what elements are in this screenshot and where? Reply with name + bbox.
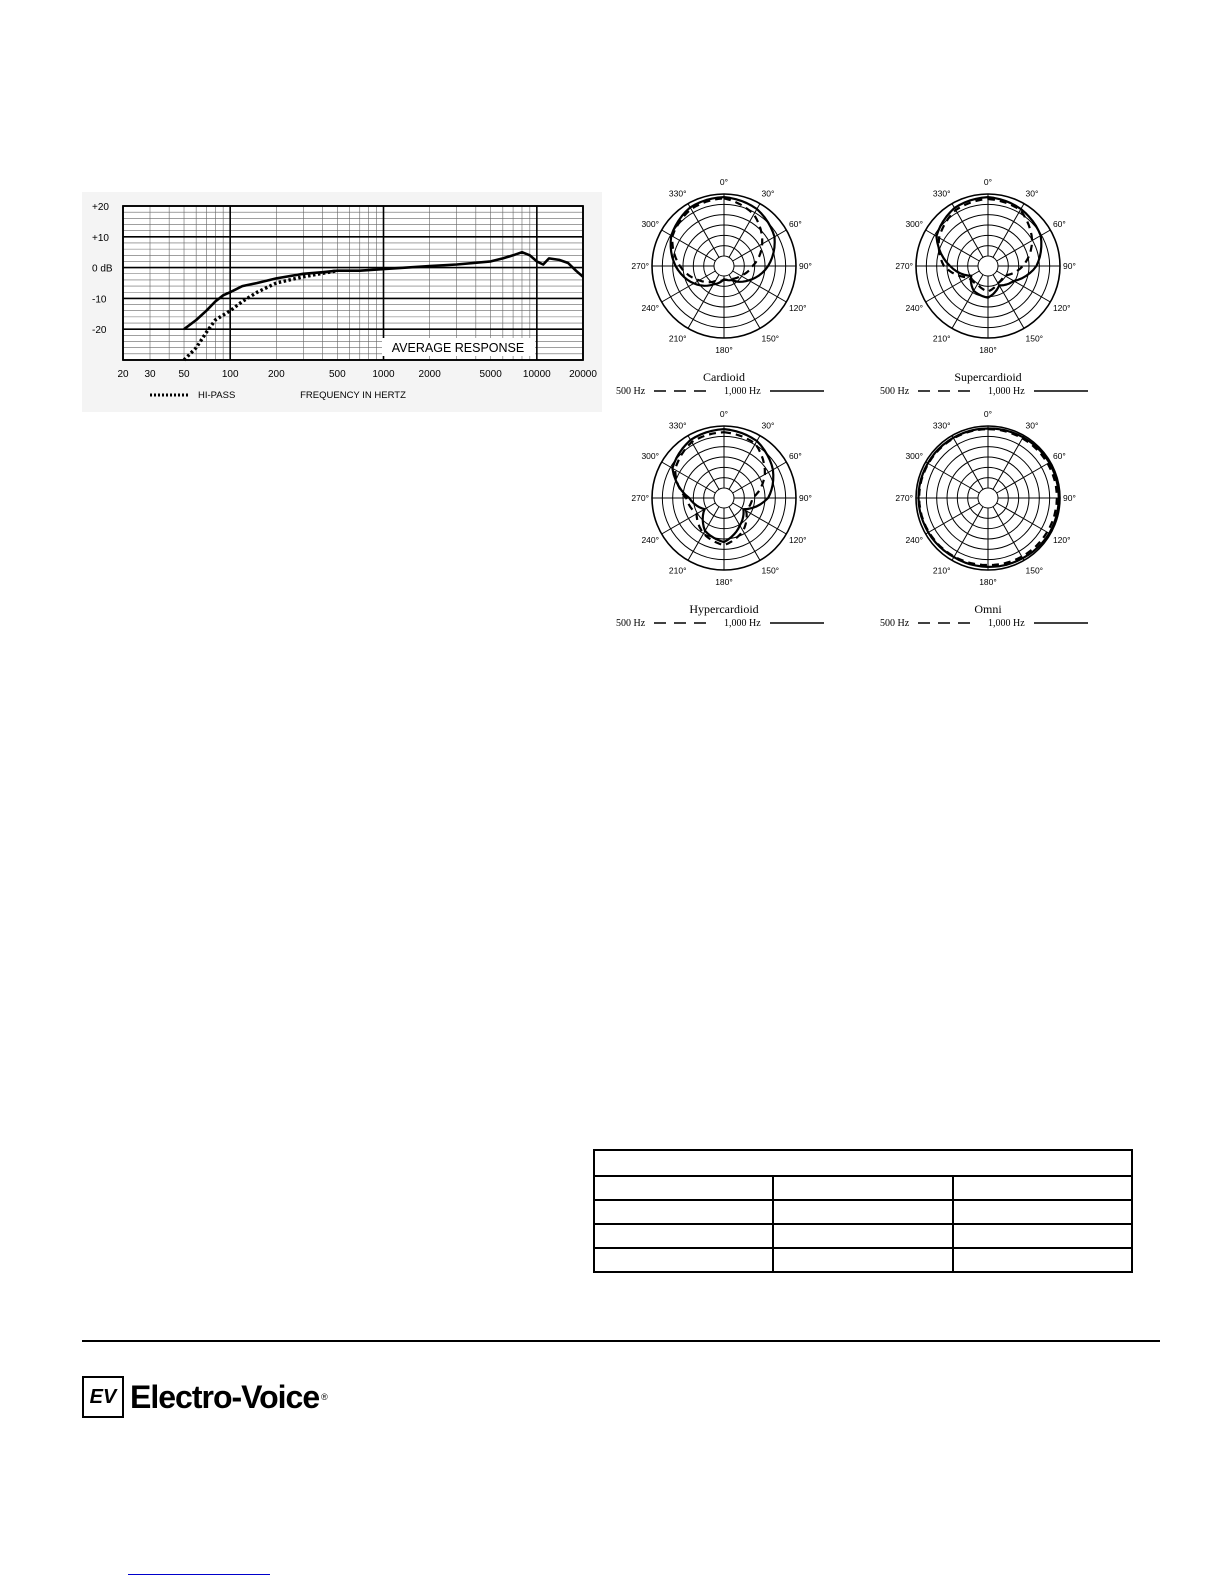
link-underline[interactable] (128, 1574, 270, 1575)
table-cell (773, 1176, 952, 1200)
polar-spoke (997, 462, 1051, 493)
legend-500hz-label: 500 Hz (616, 618, 646, 629)
polar-angle-label: 30° (761, 420, 775, 431)
polar-angle-label: 90° (799, 261, 812, 271)
polar-angle-label: 330° (932, 420, 951, 431)
table-cell (773, 1224, 952, 1248)
table-cell (773, 1248, 952, 1272)
polar-angle-label: 300° (641, 451, 660, 461)
x-tick-label: 1000 (372, 369, 395, 380)
table-header-row (594, 1150, 1132, 1176)
y-tick-label: 0 dB (92, 263, 113, 275)
x-tick-label: 5000 (479, 369, 502, 380)
x-tick-label: 2000 (418, 369, 441, 380)
table-cell (953, 1176, 1132, 1200)
legend-1000hz-label: 1,000 Hz (724, 618, 761, 629)
polar-spoke (926, 230, 980, 261)
ev-wordmark: Electro-Voice (130, 1378, 320, 1415)
polar-spoke (688, 204, 719, 258)
polar-angle-label: 120° (788, 303, 807, 313)
polar-angle-label: 0° (983, 410, 993, 419)
legend-500hz-label: 500 Hz (616, 386, 646, 397)
polar-angle-label: 210° (668, 565, 687, 576)
y-tick-label: +20 (92, 202, 109, 213)
table-cell (953, 1200, 1132, 1224)
polar-ring (714, 488, 734, 508)
polar-angle-label: 60° (788, 451, 802, 461)
polar-angle-label: 90° (1063, 493, 1076, 503)
polar-angle-label: 270° (631, 493, 649, 503)
legend-1000hz-label: 1,000 Hz (724, 386, 761, 397)
polar-spoke (729, 275, 760, 329)
polar-spoke (952, 507, 983, 561)
table-cell (594, 1200, 773, 1224)
table-header-cell (594, 1150, 1132, 1176)
polar-spoke (952, 275, 983, 329)
x-tick-label: 20000 (569, 369, 597, 380)
polar-angle-label: 300° (905, 219, 924, 229)
polar-angle-label: 180° (979, 577, 997, 587)
spec-table (593, 1149, 1133, 1273)
polar-hypercardioid (616, 410, 832, 630)
polar-angle-label: 210° (668, 333, 687, 344)
polar-angle-label: 120° (1052, 303, 1071, 313)
polar-angle-label: 0° (983, 178, 993, 187)
polar-curve-1000hz (672, 429, 773, 542)
table-row (594, 1176, 1132, 1200)
polar-angle-label: 150° (761, 565, 780, 576)
polar-title: Cardioid (703, 370, 745, 384)
polar-spoke (733, 462, 787, 493)
polar-angle-label: 60° (788, 219, 802, 229)
table-cell (594, 1248, 773, 1272)
y-tick-label: -10 (92, 294, 107, 306)
polar-angle-label: 0° (719, 410, 729, 419)
table-cell (773, 1200, 952, 1224)
polar-spoke (952, 436, 983, 490)
polar-angle-label: 300° (905, 451, 924, 461)
ev-monogram: EV (82, 1376, 124, 1418)
polar-angle-label: 300° (641, 219, 660, 229)
polar-angle-label: 210° (932, 333, 951, 344)
polar-angle-label: 330° (668, 420, 687, 431)
polar-spoke (662, 462, 716, 493)
polar-angle-label: 30° (1025, 188, 1039, 199)
y-tick-label: +10 (92, 232, 109, 244)
polar-angle-label: 330° (668, 188, 687, 199)
polar-title: Hypercardioid (689, 602, 759, 616)
polar-omni (880, 410, 1096, 635)
x-axis-label: FREQUENCY IN HERTZ (300, 390, 406, 401)
polar-angle-label: 210° (932, 565, 951, 576)
polar-angle-label: 0° (719, 178, 729, 187)
polar-angle-label: 90° (1063, 261, 1076, 271)
x-tick-label: 100 (221, 369, 239, 380)
polar-spoke (926, 503, 980, 534)
polar-supercardioid (880, 178, 1096, 398)
x-tick-label: 50 (178, 369, 190, 380)
polar-angle-label: 90° (799, 493, 812, 503)
polar-angle-label: 240° (641, 303, 660, 313)
polar-angle-label: 60° (1052, 219, 1066, 229)
polar-spoke (926, 462, 980, 493)
polar-angle-label: 330° (932, 188, 951, 199)
polar-angle-label: 60° (1052, 451, 1066, 461)
polar-angle-label: 270° (895, 493, 913, 503)
polar-spoke (952, 204, 983, 258)
polar-ring (978, 256, 998, 276)
polar-spoke (688, 436, 719, 490)
table-cell (953, 1248, 1132, 1272)
polar-angle-label: 150° (1025, 565, 1044, 576)
legend-1000hz-label: 1,000 Hz (988, 618, 1025, 629)
polar-cardioid (616, 178, 832, 398)
plot-area (123, 206, 583, 360)
polar-angle-label: 270° (631, 261, 649, 271)
table-cell (594, 1176, 773, 1200)
y-tick-label: -20 (92, 325, 107, 337)
polar-spoke (997, 271, 1051, 302)
table-row (594, 1224, 1132, 1248)
polar-angle-label: 150° (1025, 333, 1044, 344)
legend-500hz-label: 500 Hz (880, 386, 910, 397)
legend-500hz-label: 500 Hz (880, 618, 910, 629)
polar-spoke (662, 503, 716, 534)
hipass-legend-label: HI-PASS (198, 390, 236, 401)
x-tick-label: 20 (117, 369, 129, 380)
polar-ring (978, 488, 998, 508)
polar-angle-label: 120° (1052, 535, 1071, 545)
polar-spoke (993, 204, 1024, 258)
table-row (594, 1248, 1132, 1272)
chart-box-label: AVERAGE RESPONSE (391, 341, 525, 355)
polar-spoke (729, 436, 760, 490)
polar-title: Supercardioid (954, 370, 1022, 384)
x-tick-label: 10000 (522, 369, 551, 380)
polar-spoke (997, 503, 1051, 534)
polar-angle-label: 180° (715, 577, 733, 587)
polar-spoke (993, 507, 1024, 561)
x-tick-label: 200 (267, 369, 285, 380)
polar-spoke (993, 436, 1024, 490)
footer-divider (82, 1340, 1160, 1342)
frequency-response-chart (82, 192, 602, 412)
table-cell (953, 1224, 1132, 1248)
polar-angle-label: 120° (788, 535, 807, 545)
polar-spoke (729, 204, 760, 258)
table-cell (594, 1224, 773, 1248)
x-tick-label: 500 (329, 369, 346, 380)
legend-1000hz-label: 1,000 Hz (988, 386, 1025, 397)
polar-angle-label: 30° (761, 188, 775, 199)
polar-angle-label: 270° (895, 261, 913, 271)
polar-angle-label: 240° (641, 535, 660, 545)
electro-voice-logo (82, 1375, 328, 1419)
polar-angle-label: 180° (979, 345, 997, 355)
table-row (594, 1200, 1132, 1224)
polar-spoke (733, 503, 787, 534)
polar-angle-label: 30° (1025, 420, 1039, 431)
polar-angle-label: 240° (905, 535, 924, 545)
x-tick-label: 30 (144, 369, 156, 380)
polar-title: Omni (974, 602, 1002, 616)
polar-ring (714, 256, 734, 276)
polar-angle-label: 240° (905, 303, 924, 313)
polar-curve-1000hz (671, 197, 775, 286)
registered-mark: ® (321, 1392, 328, 1402)
polar-angle-label: 150° (761, 333, 780, 344)
polar-angle-label: 180° (715, 345, 733, 355)
